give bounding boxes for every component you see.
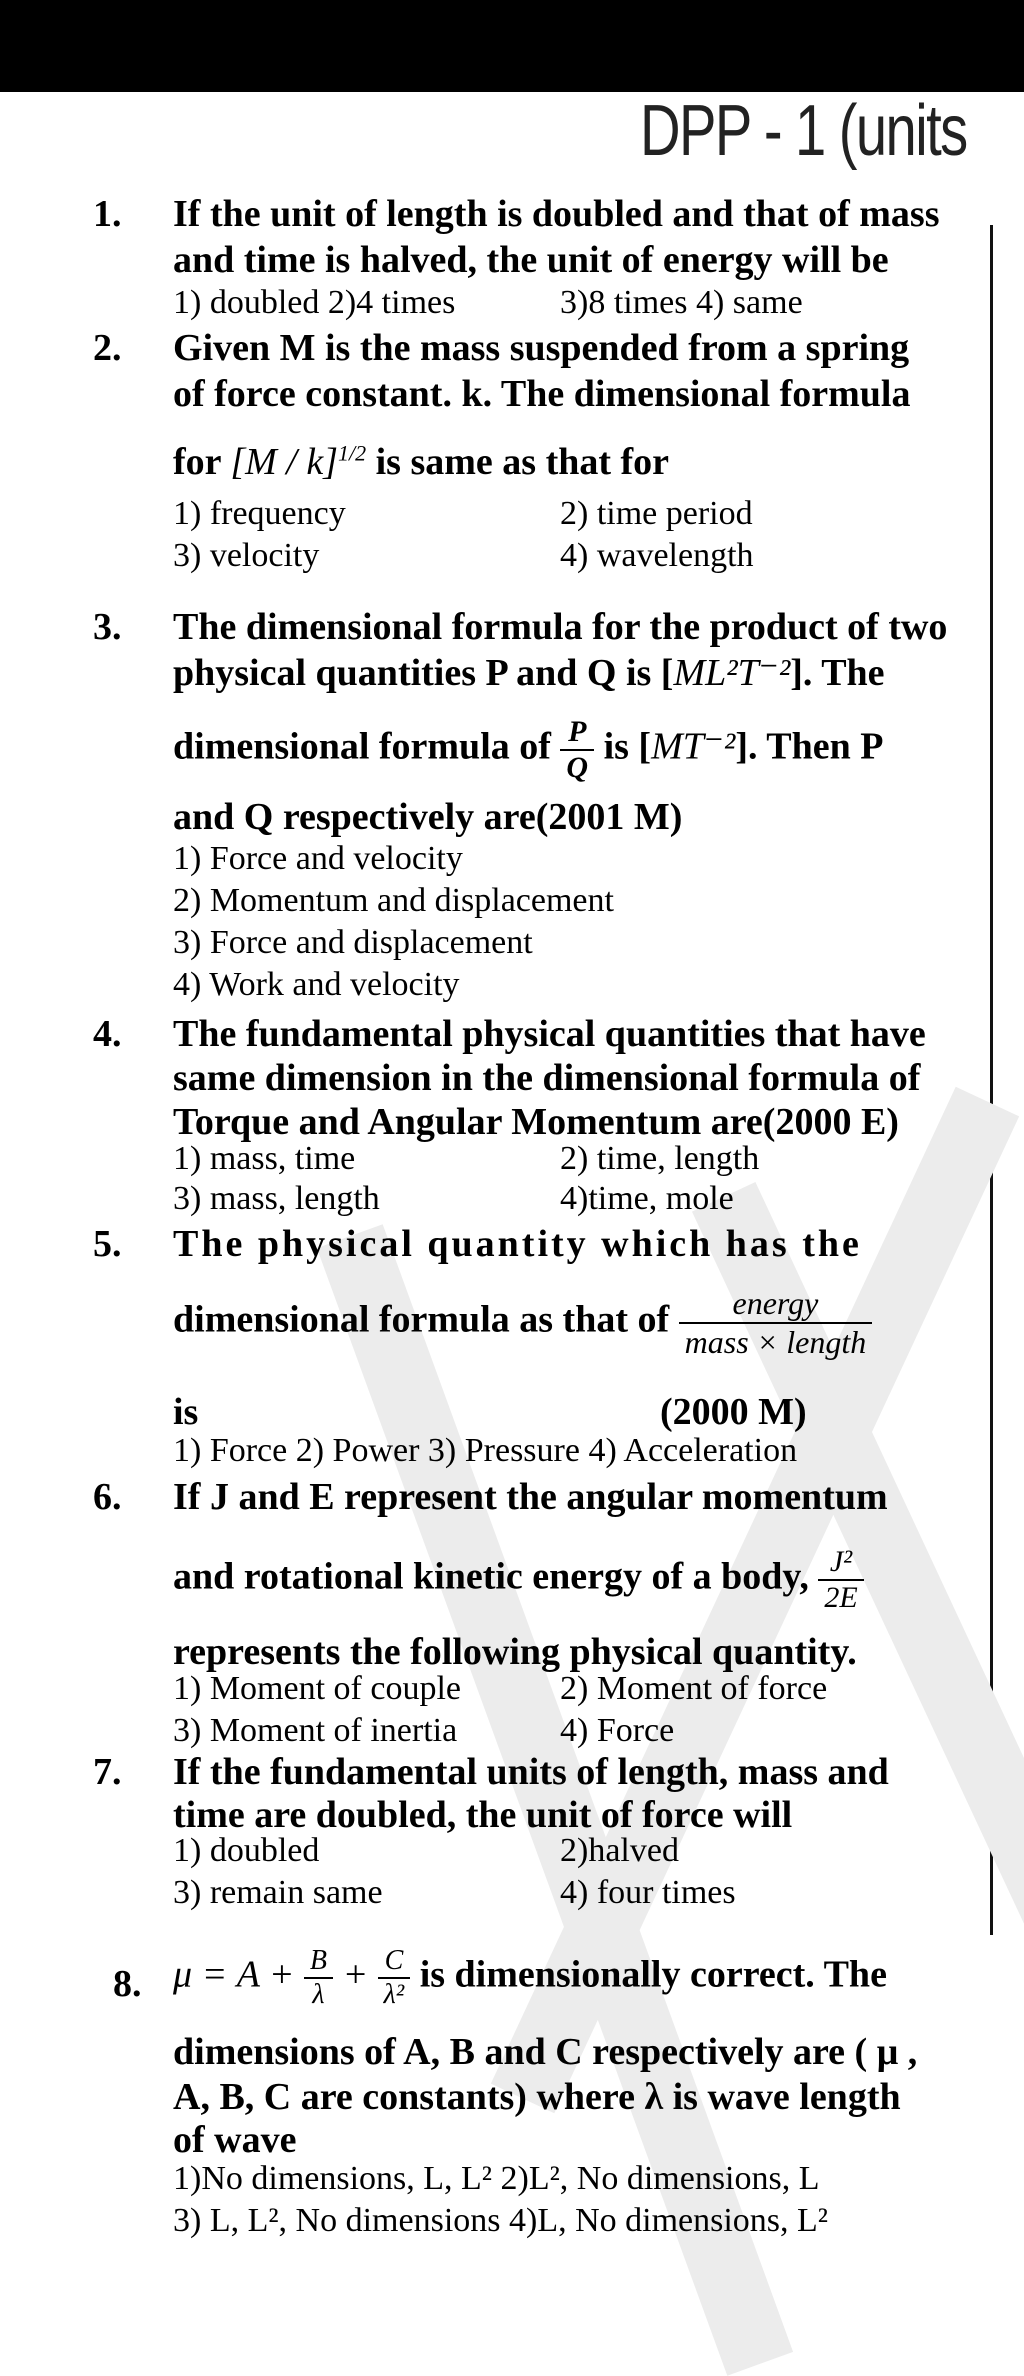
option-4: 4) four times [560,1874,736,1911]
math-expression: ML²T⁻² [673,652,791,694]
question-text [173,440,669,484]
option-3-4: 3)8 times 4) same [560,284,803,321]
text-segment: is [ [603,725,652,768]
question-text: represents the following physical quantity. [173,1631,857,1673]
text-segment: ]. Then P [735,725,884,768]
top-dark-band [0,0,1024,92]
option-3: 3) Moment of inertia [173,1712,458,1749]
numerator: P [560,715,594,751]
question-number: 1. [93,193,122,235]
option-1: 1) Moment of couple [173,1670,461,1707]
option-2: 2) Momentum and displacement [173,882,614,919]
option-4: 4)time, mole [560,1180,734,1217]
options-line-1: 1)No dimensions, L, L² 2)L², No dimensions, L [173,2160,820,2197]
question-text: and time is halved, the unit of energy will be [173,239,889,281]
question-text [173,1945,887,2011]
denominator: λ² [383,1979,405,2010]
fraction-c [378,1945,411,2011]
text-segment: ]. The [790,652,885,694]
question-text: is [173,1391,199,1433]
numerator: B [304,1945,333,1979]
denominator: Q [566,751,589,784]
question-number: 4. [93,1013,122,1055]
question-text: and Q respectively are(2001 M) [173,796,683,838]
question-text: Torque and Angular Momentum are(2000 E) [173,1101,899,1143]
question-text: The fundamental physical quantities that have [173,1013,926,1055]
math-expression: [M / k] [230,441,338,483]
question-number: 8. [113,1963,142,2005]
text-segment: dimensional formula of [173,725,551,768]
option-2: 2)halved [560,1832,679,1869]
question-text: If J and E represent the angular momentum [173,1476,888,1518]
fraction [679,1285,873,1361]
question-text: dimensions of A, B and C respectively are ( μ , [173,2031,918,2073]
numerator: J² [818,1545,863,1581]
question-text: The dimensional formula for the product of two [173,606,948,648]
math-expression: MT⁻² [651,725,736,768]
question-text: of wave [173,2119,297,2161]
plus-sign: + [342,1953,369,1996]
question-number: 7. [93,1751,122,1793]
text-segment: and rotational kinetic energy of a body, [173,1555,809,1598]
text-segment: physical quantities P and Q is [ [173,652,674,694]
numerator: energy [679,1285,873,1324]
option-1: 1) frequency [173,495,346,532]
question-text [173,1285,872,1361]
option-2: 2) Moment of force [560,1670,828,1707]
question-source: (2000 M) [660,1391,807,1433]
text-segment: is same as that for [375,441,670,483]
options-line-2: 3) L, L², No dimensions 4)L, No dimensions, L² [173,2202,828,2239]
question-text [173,1545,864,1615]
question-text: If the unit of length is doubled and that of mass [173,193,940,235]
denominator: λ [312,1979,325,2010]
math-exponent: 1/2 [338,440,367,466]
question-text: A, B, C are constants) where λ is wave length [173,2076,901,2118]
question-number: 5. [93,1223,122,1265]
option-1: 1) doubled [173,1832,320,1869]
option-3: 3) velocity [173,537,320,574]
option-4: 4) Force [560,1712,675,1749]
option-2: 2) time period [560,495,753,532]
question-text: same dimension in the dimensional formula of [173,1057,921,1099]
page-header: DPP - 1 (units [640,91,967,171]
fraction-b [304,1945,333,2011]
option-3: 3) Force and displacement [173,924,533,961]
question-text: time are doubled, the unit of force will [173,1794,793,1836]
margin-rule [990,225,993,1935]
option-2: 2) time, length [560,1140,760,1177]
question-text: If the fundamental units of length, mass and [173,1751,889,1793]
numerator: C [378,1945,411,1979]
option-3: 3) remain same [173,1874,383,1911]
question-text [173,715,884,785]
question-number: 3. [93,606,122,648]
option-1: 1) mass, time [173,1140,356,1177]
question-text: Given M is the mass suspended from a spring [173,327,910,369]
option-1-2: 1) doubled 2)4 times [173,284,456,321]
question-number: 2. [93,327,122,369]
option-1: 1) Force and velocity [173,840,463,877]
options-line: 1) Force 2) Power 3) Pressure 4) Acceleration [173,1432,798,1469]
fraction [818,1545,863,1615]
option-4: 4) wavelength [560,537,754,574]
fraction [560,715,594,785]
option-3: 3) mass, length [173,1180,380,1217]
equation-lhs: μ = A + [173,1953,295,1996]
denominator: mass × length [684,1324,867,1360]
question-text: The physical quantity which has the [173,1223,862,1265]
text-segment: is dimensionally correct. The [419,1953,887,1996]
question-text: of force constant. k. The dimensional formula [173,373,911,415]
text-segment: for [173,441,221,483]
question-number: 6. [93,1476,122,1518]
question-text [173,650,885,695]
option-4: 4) Work and velocity [173,966,460,1003]
denominator: 2E [824,1581,858,1614]
text-segment: dimensional formula as that of [173,1298,670,1341]
